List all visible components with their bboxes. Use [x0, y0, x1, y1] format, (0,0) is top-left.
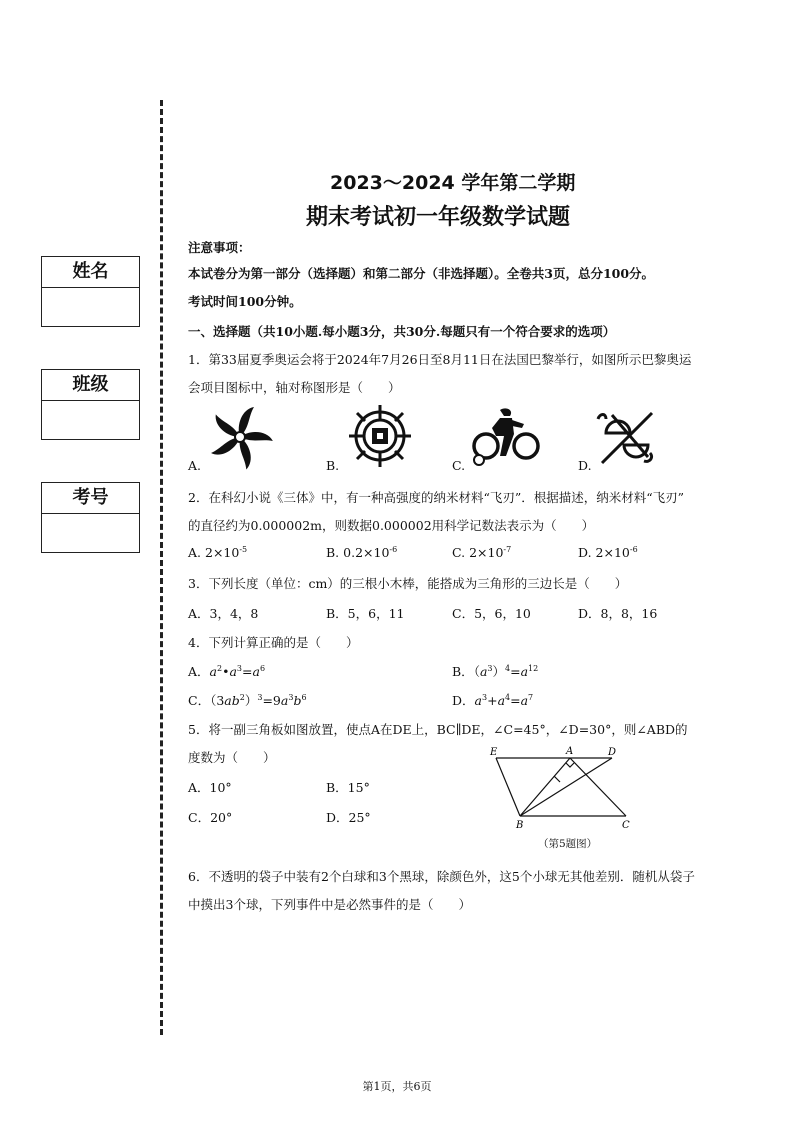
- binding-fold-line: [160, 100, 163, 1035]
- fig-label-a: A: [566, 746, 574, 757]
- name-label: 姓名: [42, 257, 139, 288]
- exam-id-label: 考号: [42, 483, 139, 514]
- q1-option-c[interactable]: C.: [452, 458, 466, 473]
- exam-id-field[interactable]: [42, 514, 139, 552]
- q2-option-c[interactable]: C. $2\times 10^{-7}$: [452, 544, 512, 560]
- page-footer: 第1页，共6页: [362, 1080, 432, 1093]
- q2-line-2: 的直径约为0.000002m，则数据0.000002用科学记数法表示为（ ）: [188, 518, 595, 533]
- fig-label-c: C: [622, 820, 630, 830]
- q4-option-a[interactable]: A．$a^2•a^3=a^6$: [188, 663, 266, 679]
- q2-option-b[interactable]: B. $0.2\times 10^{-6}$: [326, 544, 398, 560]
- q4-option-d[interactable]: D．$a^3+a^4=a^7$: [452, 692, 534, 708]
- name-field[interactable]: [42, 288, 139, 326]
- exam-id-box: [41, 482, 140, 553]
- notes-heading: 注意事项：: [188, 240, 251, 255]
- class-field[interactable]: [42, 401, 139, 439]
- q4-option-b[interactable]: B．$(a^3)^4=a^{12}$: [452, 663, 539, 679]
- q5-figure-caption: （第5题图）: [538, 838, 598, 850]
- fig-label-d: D: [608, 747, 617, 758]
- class-box: [41, 369, 140, 440]
- section-1-heading: 一、选择题（共10小题.每小题3分，共30分.每题只有一个符合要求的选项）: [188, 324, 616, 339]
- q6-line-1: 6．不透明的袋子中装有2个白球和3个黑球，除颜色外，这5个小球无其他差别．随机从袋子: [188, 869, 695, 884]
- q3-option-b[interactable]: B．5，6，11: [326, 606, 405, 621]
- class-label: 班级: [42, 370, 139, 401]
- q6-line-2: 中摸出3个球，下列事件中是必然事件的是（ ）: [188, 897, 471, 912]
- q3-option-c[interactable]: C．5，6，10: [452, 606, 531, 621]
- q2-line-1: 2．在科幻小说《三体》中，有一种高强度的纳米材料“飞刃”．根据描述，纳米材料“飞刃”: [188, 490, 685, 505]
- fig-label-e: E: [490, 747, 498, 758]
- q1-line-2: 会项目图标中，轴对称图形是（ ）: [188, 380, 401, 395]
- q4-option-c[interactable]: C．$(3ab^2)^3=9a^3b^6$: [188, 692, 307, 708]
- q4-stem: 4．下列计算正确的是（ ）: [188, 635, 359, 650]
- q5-option-c[interactable]: C．20°: [188, 810, 233, 825]
- q5-line-2: 度数为（ ）: [188, 750, 276, 765]
- name-box: [41, 256, 140, 327]
- pinwheel-icon: [205, 402, 275, 472]
- q2-option-a[interactable]: A. $2\times 10^{-5}$: [188, 544, 248, 560]
- exam-title-main: 期末考试初一年级数学试题: [306, 205, 571, 230]
- q2-option-d[interactable]: D. $2\times 10^{-6}$: [578, 544, 638, 560]
- fig-label-b: B: [516, 820, 524, 830]
- exam-title-term: 2023～2024 学年第二学期: [330, 172, 576, 194]
- notes-line-1: 本试卷分为第一部分（选择题）和第二部分（非选择题）。全卷共3页，总分100分。: [188, 266, 655, 281]
- notes-line-2: 考试时间100分钟。: [188, 294, 302, 309]
- q3-stem: 3．下列长度（单位：cm）的三根小木棒，能搭成为三角形的三边长是（ ）: [188, 576, 628, 591]
- q1-line-1: 1．第33届夏季奥运会将于2024年7月26日至8月11日在法国巴黎举行，如图所示巴黎奥运: [188, 352, 692, 367]
- q3-option-d[interactable]: D．8，8，16: [578, 606, 658, 621]
- q5-triangle-figure: [486, 744, 636, 830]
- cycling-icon: [470, 404, 542, 470]
- target-shooting-icon: [345, 403, 415, 469]
- q5-option-b[interactable]: B．15°: [326, 780, 370, 795]
- q1-option-d[interactable]: D.: [578, 458, 592, 473]
- q1-option-b[interactable]: B.: [326, 458, 340, 473]
- q5-option-a[interactable]: A．10°: [188, 780, 232, 795]
- q5-line-1: 5．将一副三角板如图放置，使点A在DE上，BC∥DE，∠C=45°，∠D=30°，则∠ABD的: [188, 722, 688, 737]
- q5-option-d[interactable]: D．25°: [326, 810, 371, 825]
- q1-option-a[interactable]: A.: [188, 458, 202, 473]
- q3-option-a[interactable]: A．3，4，8: [188, 606, 259, 621]
- fencing-icon: [592, 405, 662, 471]
